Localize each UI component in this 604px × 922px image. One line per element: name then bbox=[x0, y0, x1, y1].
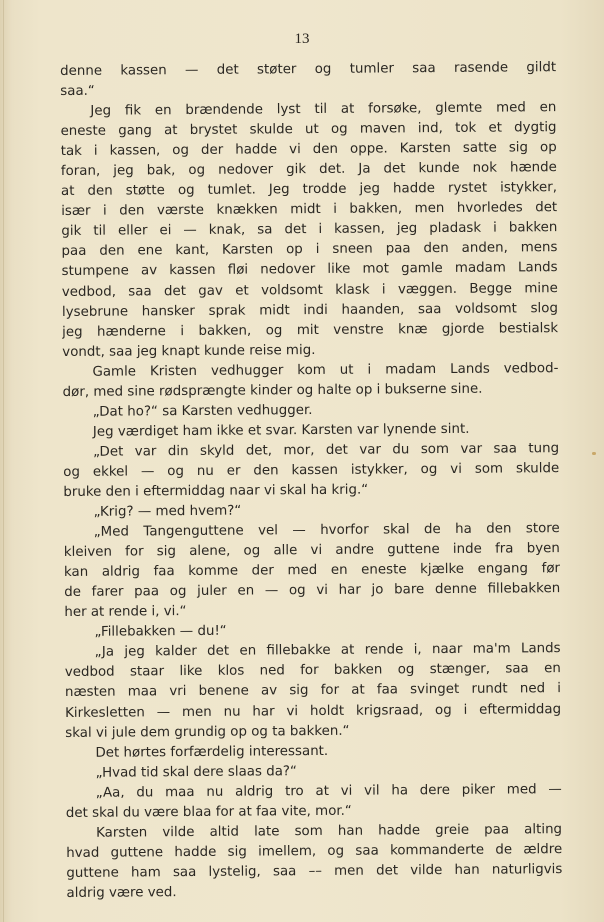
text-line: kleiven for sig alene, og alle vi andre guttene inde fra byen bbox=[63, 541, 560, 561]
text-line: aldrig være ved. bbox=[66, 885, 177, 901]
paper-speck bbox=[592, 452, 596, 455]
text-line: foran, jeg bak, og nedover gik det. Ja det kunde nok hænde bbox=[60, 160, 557, 180]
text-line: især i den værste knækken midt i bakken, men hvorledes det bbox=[61, 200, 558, 220]
text-line: guttene ham saa lystelig, saa –– men det vilde han naturligvis bbox=[66, 861, 563, 881]
text-line: „Hvad tid skal dere slaas da?“ bbox=[95, 763, 297, 781]
text-line: tak i kassen, og der hadde vi den oppe. Karsten satte sig op bbox=[60, 140, 557, 160]
text-line: gik til eller ei — knak, sa det i kassen, jeg pladask i bakken bbox=[61, 220, 558, 240]
text-line: jeg hænderne i bakken, og mit venstre knæ gjorde bestialsk bbox=[62, 320, 559, 340]
text-line: bruke den i eftermiddag naar vi skal ha krig.“ bbox=[63, 482, 369, 500]
text-line: og ekkel — og nu er den kassen istykker, og vi som skulde bbox=[63, 461, 560, 480]
text-line: hvad guttene hadde sig imellem, og saa kommanderte de ældre bbox=[66, 841, 563, 861]
text-line: „Dat ho?“ sa Karsten vedhugger. bbox=[92, 402, 313, 420]
text-line: Jeg værdiget ham ikke et svar. Karsten var lynende sint. bbox=[92, 421, 470, 440]
text-line: Karsten vilde altid late som han hadde greie paa alting bbox=[95, 821, 563, 841]
text-line: dør, med sine rødsprængte kinder og halte op i bukserne sine. bbox=[62, 381, 483, 400]
text-line: vedbod, saa det gav et voldsomt klask i væggen. Begge mine bbox=[61, 280, 558, 300]
text-line: Jeg fik en brændende lyst til at forsøke, glemte med en bbox=[90, 100, 557, 119]
page-edge-shadow bbox=[3, 0, 4, 922]
text-line: „Ja jeg kalder det en fillebakke at rende i, naar ma'm Lands bbox=[94, 641, 561, 661]
page-number: 13 bbox=[294, 31, 310, 47]
text-line: „Krig? — med hvem?“ bbox=[93, 503, 242, 520]
text-line: skal vi jule dem grundig op og ta bakken.“ bbox=[65, 723, 350, 741]
text-line: at den støtte og tumlet. Jeg trodde jeg hadde rystet istykker, bbox=[60, 180, 558, 200]
text-line: „Aa, du maa nu aldrig tro at vi vil ha dere piker med — bbox=[95, 781, 562, 801]
text-line: her at rende i, vi.“ bbox=[64, 604, 187, 621]
text-line: denne kassen — det støter og tumler saa rasende gildt bbox=[60, 60, 557, 79]
text-line: „Med Tangenguttene vel — hvorfor skal de ha den store bbox=[93, 521, 560, 540]
body-text bbox=[60, 58, 563, 904]
text-line: vedbod staar like klos ned for bakken og stænger, saa en bbox=[64, 661, 561, 681]
text-line: „Fillebakken — du!“ bbox=[94, 624, 227, 641]
text-line: kan aldrig faa komme der med en eneste kjælke engang før bbox=[63, 561, 561, 581]
text-line: „Det var din skyld det, mor, det var du som var saa tung bbox=[93, 440, 560, 460]
text-line: Gamle Kristen vedhugger kom ut i madam Lands vedbod- bbox=[92, 360, 559, 380]
text-line: de farer paa og juler en — og vi har jo bare denne fillebakken bbox=[64, 581, 561, 601]
text-line: vondt, saa jeg knapt kunde reise mig. bbox=[62, 342, 316, 360]
text-line: næsten maa vri benene av sig for at faa svinget rundt ned i bbox=[64, 681, 561, 701]
text-line: Kirkesletten — men nu har vi holdt krigsraad, og i eftermiddag bbox=[65, 701, 562, 721]
text-line: Det hørtes forfærdelig interessant. bbox=[95, 743, 329, 761]
text-line: stumpene av kassen fløi nedover like mot gamle madam Lands bbox=[61, 260, 558, 280]
text-line: det skal du være blaa for at faa vite, mor.“ bbox=[65, 803, 352, 821]
text-line: lysebrune hansker sprak midt indi haanden, saa voldsomt slog bbox=[61, 300, 559, 320]
text-line: paa den ene kant, Karsten op i sneen paa den anden, mens bbox=[61, 240, 558, 260]
text-line: saa.“ bbox=[60, 83, 95, 100]
text-line: eneste gang at brystet skulde ut og maven ind, tok et dygtig bbox=[60, 120, 557, 140]
